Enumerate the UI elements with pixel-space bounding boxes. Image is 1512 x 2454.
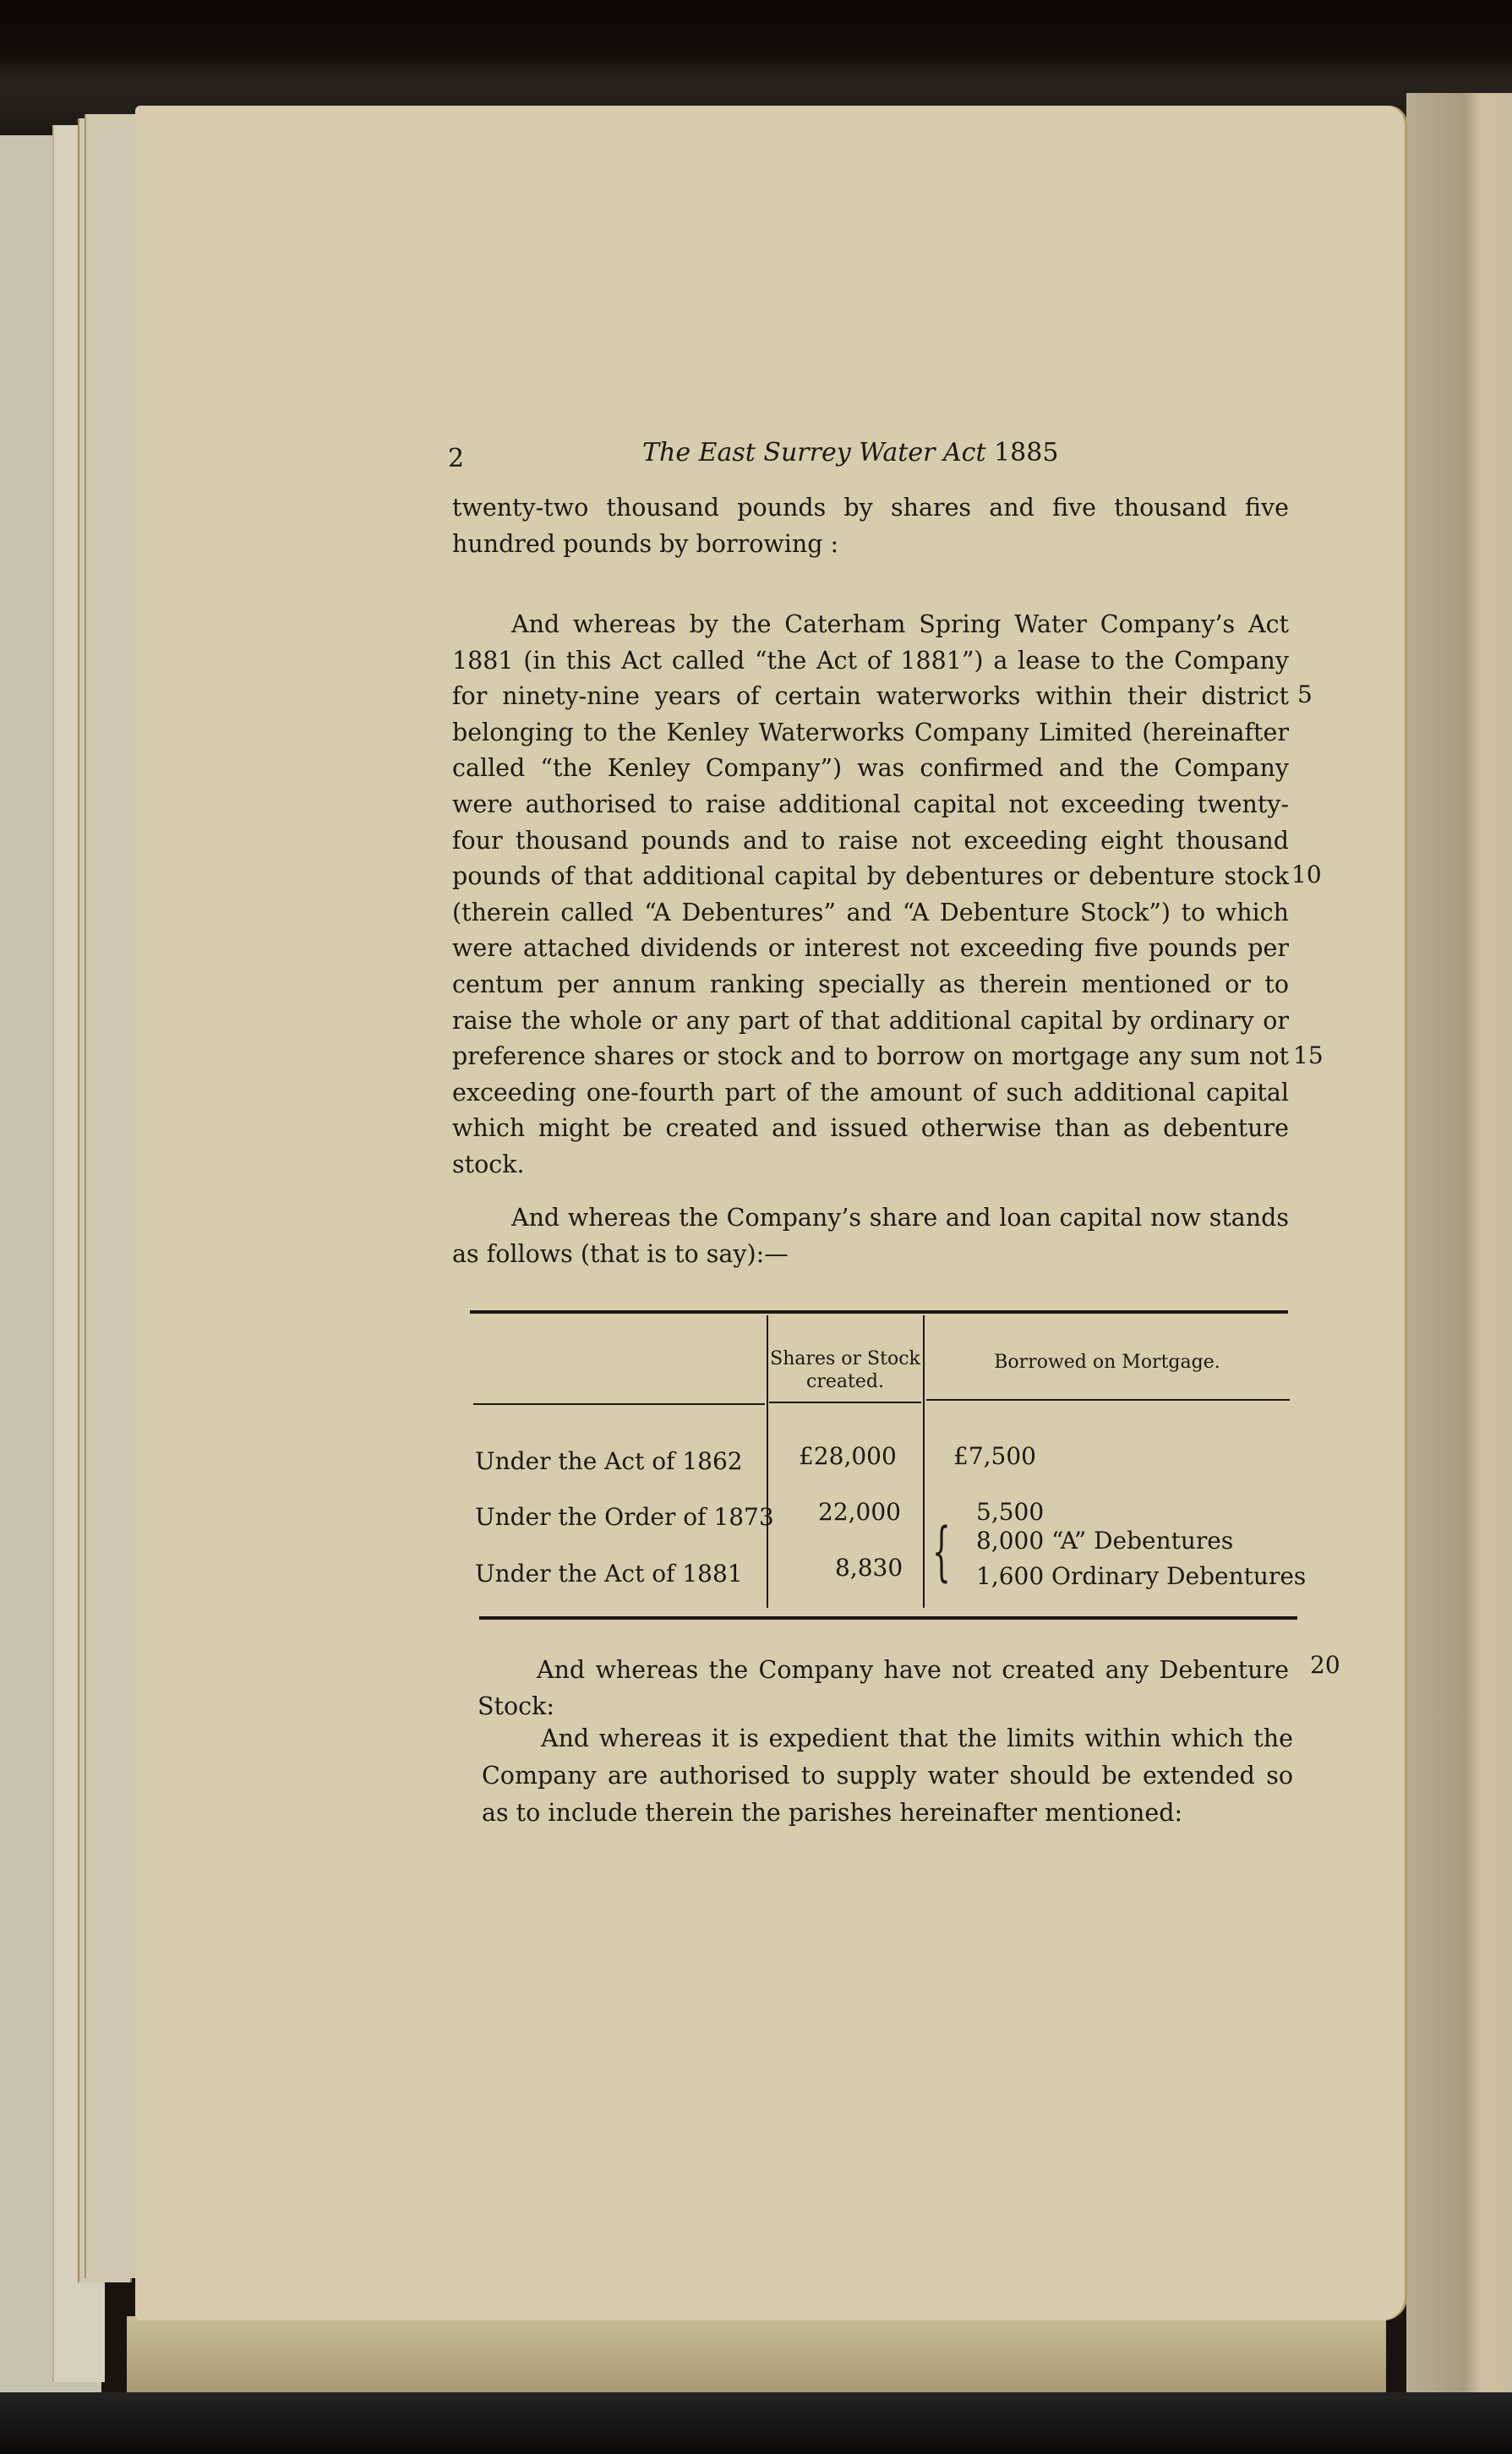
- table-top-rule: [470, 1310, 1288, 1314]
- paragraph-capital-intro: [452, 1200, 1289, 1272]
- paragraph-continuation: [452, 490, 1289, 562]
- line-number-5: 5: [1297, 680, 1313, 708]
- paragraph-1: twenty-two thousand pounds by shares and five thousand five hundred pounds by borrowing :: [452, 494, 1289, 558]
- header-shares: Shares or Stock created.: [770, 1348, 920, 1392]
- paragraph-3: And whereas the Company’s share and loan capital now stands as follows (that is to say):—: [452, 1204, 1289, 1268]
- row-label: Under the Act of 1862: [475, 1447, 743, 1475]
- paragraph-2: And whereas by the Caterham Spring Water Company’s Act 1881 (in this Act called “the Act of 1881”) a lease to the Company for ninety-nine years of certain waterworks within their district belonging to the Kenley Waterworks Company Limited (hereinafter called “the Kenley Company”) was confirmed and the Company were authorised to raise additional capital not exceeding twenty-four thousand pounds and to raise not exceeding eight thousand pounds of that additional capital by debentures or debenture stock (therein called “A Debentures” and “A Debenture Stock”) to which were attached dividends or interest not exceeding five pounds per centum per annum ranking specially as therein mentioned or to raise the whole or any part of that additional capital by ordinary or preference shares or stock and to borrow on mortgage any sum not exceeding one-fourth part of the amount of such additional capital which might be created and issued otherwise than as debenture stock.: [452, 610, 1289, 1178]
- table-column-divider: [923, 1315, 925, 1608]
- table-header-rule: [473, 1403, 765, 1405]
- binding-cloth-bottom: [0, 2392, 1512, 2454]
- row-borrowed: 5,500: [976, 1498, 1045, 1526]
- running-title: [642, 438, 1058, 467]
- brace-icon: {: [932, 1513, 951, 1588]
- torn-under-page: [127, 2316, 1386, 2394]
- paragraph-5: And whereas it is expedient that the limits within which the Company are authorised to supply water should be extended so as to include therein the parishes hereinafter mentioned:: [482, 1724, 1293, 1827]
- row-borrowed: 1,600 Ordinary Debentures: [976, 1562, 1307, 1590]
- line-number-15: 15: [1293, 1041, 1324, 1069]
- row-shares: £28,000: [799, 1442, 897, 1470]
- row-shares: 8,830: [835, 1554, 903, 1582]
- header-borrowed: Borrowed on Mortgage.: [994, 1352, 1220, 1373]
- table-header-rule: [926, 1399, 1290, 1401]
- row-label: Under the Order of 1873: [475, 1503, 774, 1531]
- page-number: 2: [448, 444, 465, 473]
- running-title-year: 1885: [994, 438, 1059, 467]
- paragraph-limits: [482, 1720, 1293, 1832]
- row-shares: 22,000: [818, 1498, 901, 1526]
- facing-right-page: [1406, 93, 1512, 2392]
- paragraph-no-debenture-stock: [478, 1653, 1289, 1724]
- row-borrowed: 8,000 “A” Debentures: [976, 1527, 1234, 1555]
- paragraph-caterham-act: [452, 607, 1289, 1183]
- row-label: Under the Act of 1881: [475, 1560, 743, 1588]
- table-column-divider: [767, 1315, 768, 1608]
- row-borrowed: £7,500: [953, 1442, 1036, 1470]
- line-number-10: 10: [1291, 861, 1322, 888]
- running-title-text: The East Surrey Water Act: [642, 438, 986, 467]
- table-header-rule: [769, 1402, 921, 1403]
- line-number-20: 20: [1310, 1651, 1340, 1679]
- table-bottom-rule: [479, 1616, 1297, 1620]
- paragraph-4: And whereas the Company have not created any Debenture Stock:: [478, 1656, 1289, 1720]
